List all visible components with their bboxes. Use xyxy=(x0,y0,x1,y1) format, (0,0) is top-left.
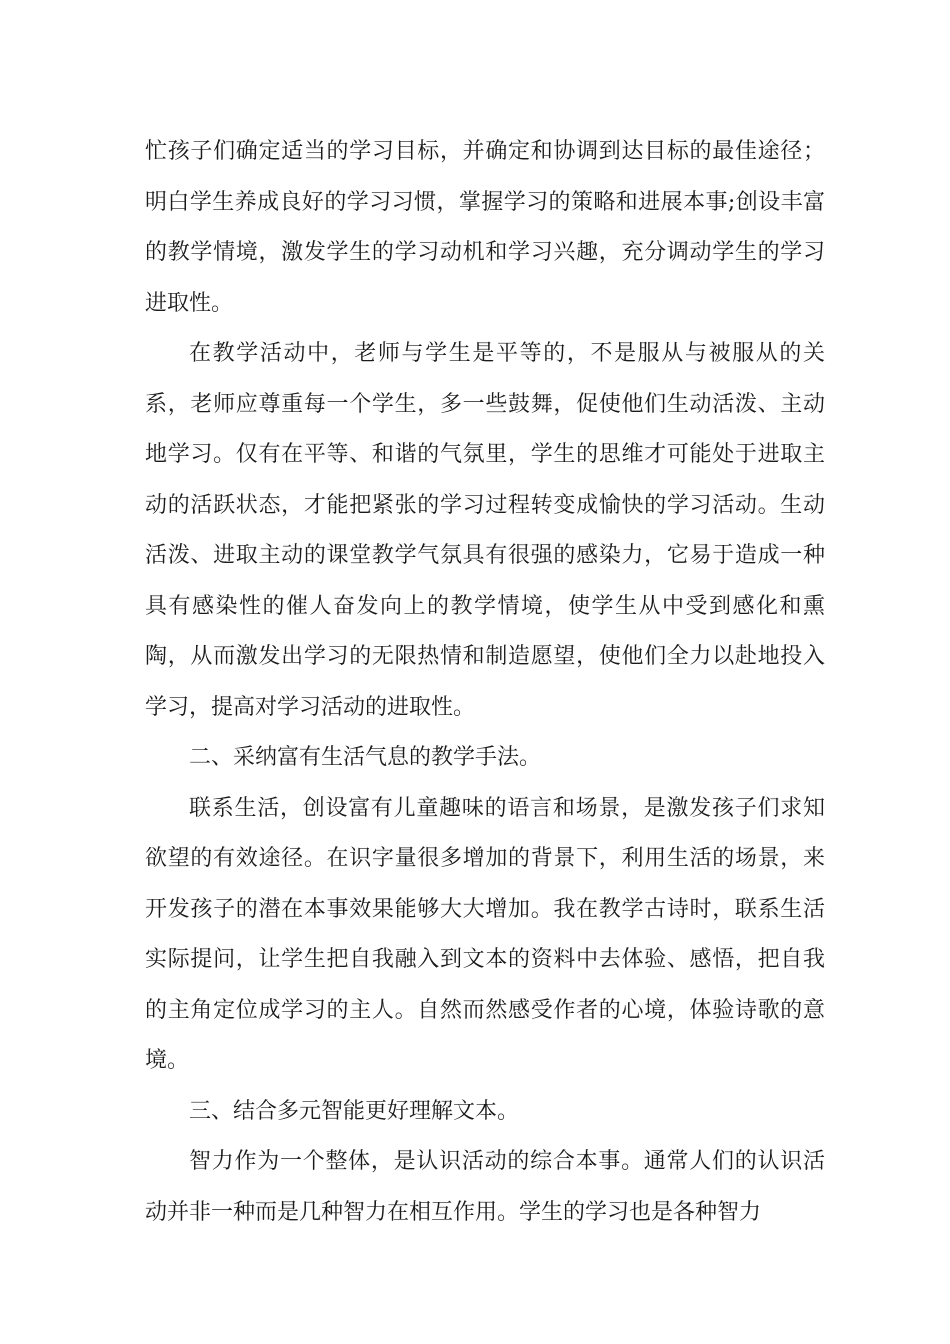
paragraph-3: 联系生活，创设富有儿童趣味的语言和场景，是激发孩子们求知欲望的有效途径。在识字量很多增加的背景下，利用生活的场景，来开发孩子的潜在本事效果能够大大增加。我在教学古诗时，联系生活实际提问，让学生把自我融入到文本的资料中去体验、感悟，把自我的主角定位成学习的主人。自然而然感受作者的心境，体验诗歌的意境。 xyxy=(145,795,825,1073)
paragraph-1: 忙孩子们确定适当的学习目标，并确定和协调到达目标的最佳途径；明白学生养成良好的学习习惯，掌握学习的策略和进展本事;创设丰富的教学情境，激发学生的学习动机和学习兴趣，充分调动学生的学习进取性。 xyxy=(145,139,825,316)
paragraph-2: 在教学活动中，老师与学生是平等的，不是服从与被服从的关系，老师应尊重每一个学生，多一些鼓舞，促使他们生动活泼、主动地学习。仅有在平等、和谐的气氛里，学生的思维才可能处于进取主动的活跃状态，才能把紧张的学习过程转变成愉快的学习活动。生动活泼、进取主动的课堂教学气氛具有很强的感染力，它易于造成一种具有感染性的催人奋发向上的教学情境，使学生从中受到感化和熏陶，从而激发出学习的无限热情和制造愿望，使他们全力以赴地投入学习，提高对学习活动的进取性。 xyxy=(145,341,825,720)
paragraph-4: 智力作为一个整体，是认识活动的综合本事。通常人们的认识活动并非一种而是几种智力在相互作用。学生的学习也是各种智力 xyxy=(145,1149,825,1225)
section-heading-2: 二、采纳富有生活气息的教学手法。 xyxy=(189,745,542,770)
section-heading-3: 三、结合多元智能更好理解文本。 xyxy=(189,1098,520,1124)
document-body xyxy=(145,127,825,1238)
